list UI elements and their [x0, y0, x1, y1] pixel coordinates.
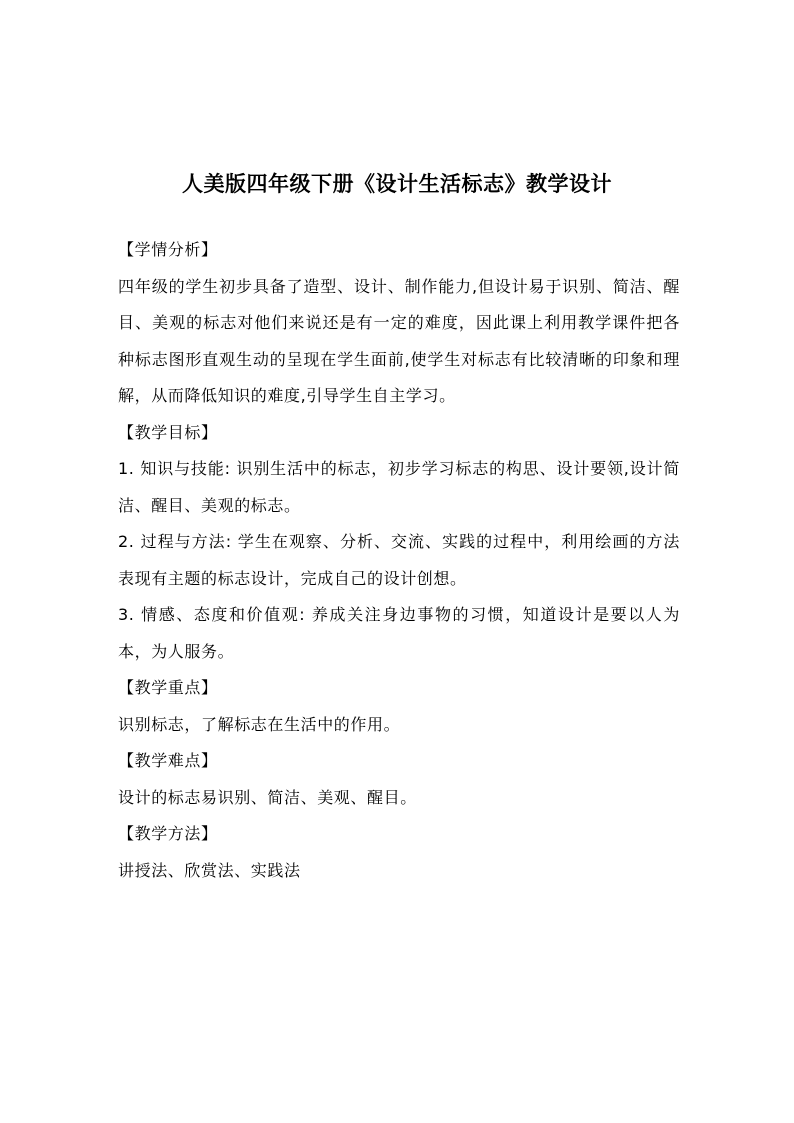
document-body — [118, 232, 680, 889]
section-heading-teaching-goals: 【教学目标】 — [118, 422, 218, 442]
section-heading-learner-analysis: 【学情分析】 — [118, 240, 218, 259]
section-heading-methods: 【教学方法】 — [118, 824, 218, 843]
paragraph-difficulties: 设计的标志易识别、简洁、美观、醒目。 — [118, 787, 417, 807]
paragraph-goal-knowledge: 1. 知识与技能: 识别生活中的标志，初步学习标志的构思、设计要领,设计简洁、醒目、美观的标志。 — [118, 459, 680, 515]
paragraph-learner-analysis: 四年级的学生初步具备了造型、设计、制作能力,但设计易于识别、简洁、醒目、美观的标志对他们来说还是有一定的难度，因此课上利用教学课件把各种标志图形直观生动的呈现在学生面前,使学生对标志有比较清晰的印象和理解，从而降低知识的难度,引导学生自主学习。 — [118, 276, 680, 405]
paragraph-methods: 讲授法、欣赏法、实践法 — [118, 860, 301, 880]
paragraph-key-points: 识别标志，了解标志在生活中的作用。 — [118, 714, 401, 734]
section-heading-difficulties: 【教学难点】 — [118, 751, 218, 770]
paragraph-goal-process: 2. 过程与方法: 学生在观察、分析、交流、实践的过程中，利用绘画的方法表现有主题的标志设计，完成自己的设计创想。 — [118, 532, 680, 588]
section-heading-key-points: 【教学重点】 — [118, 678, 218, 697]
paragraph-goal-emotion: 3. 情感、态度和价值观: 养成关注身边事物的习惯，知道设计是要以人为本，为人服务。 — [118, 605, 680, 661]
document-title: 人美版四年级下册《设计生活标志》教学设计 — [182, 171, 612, 196]
